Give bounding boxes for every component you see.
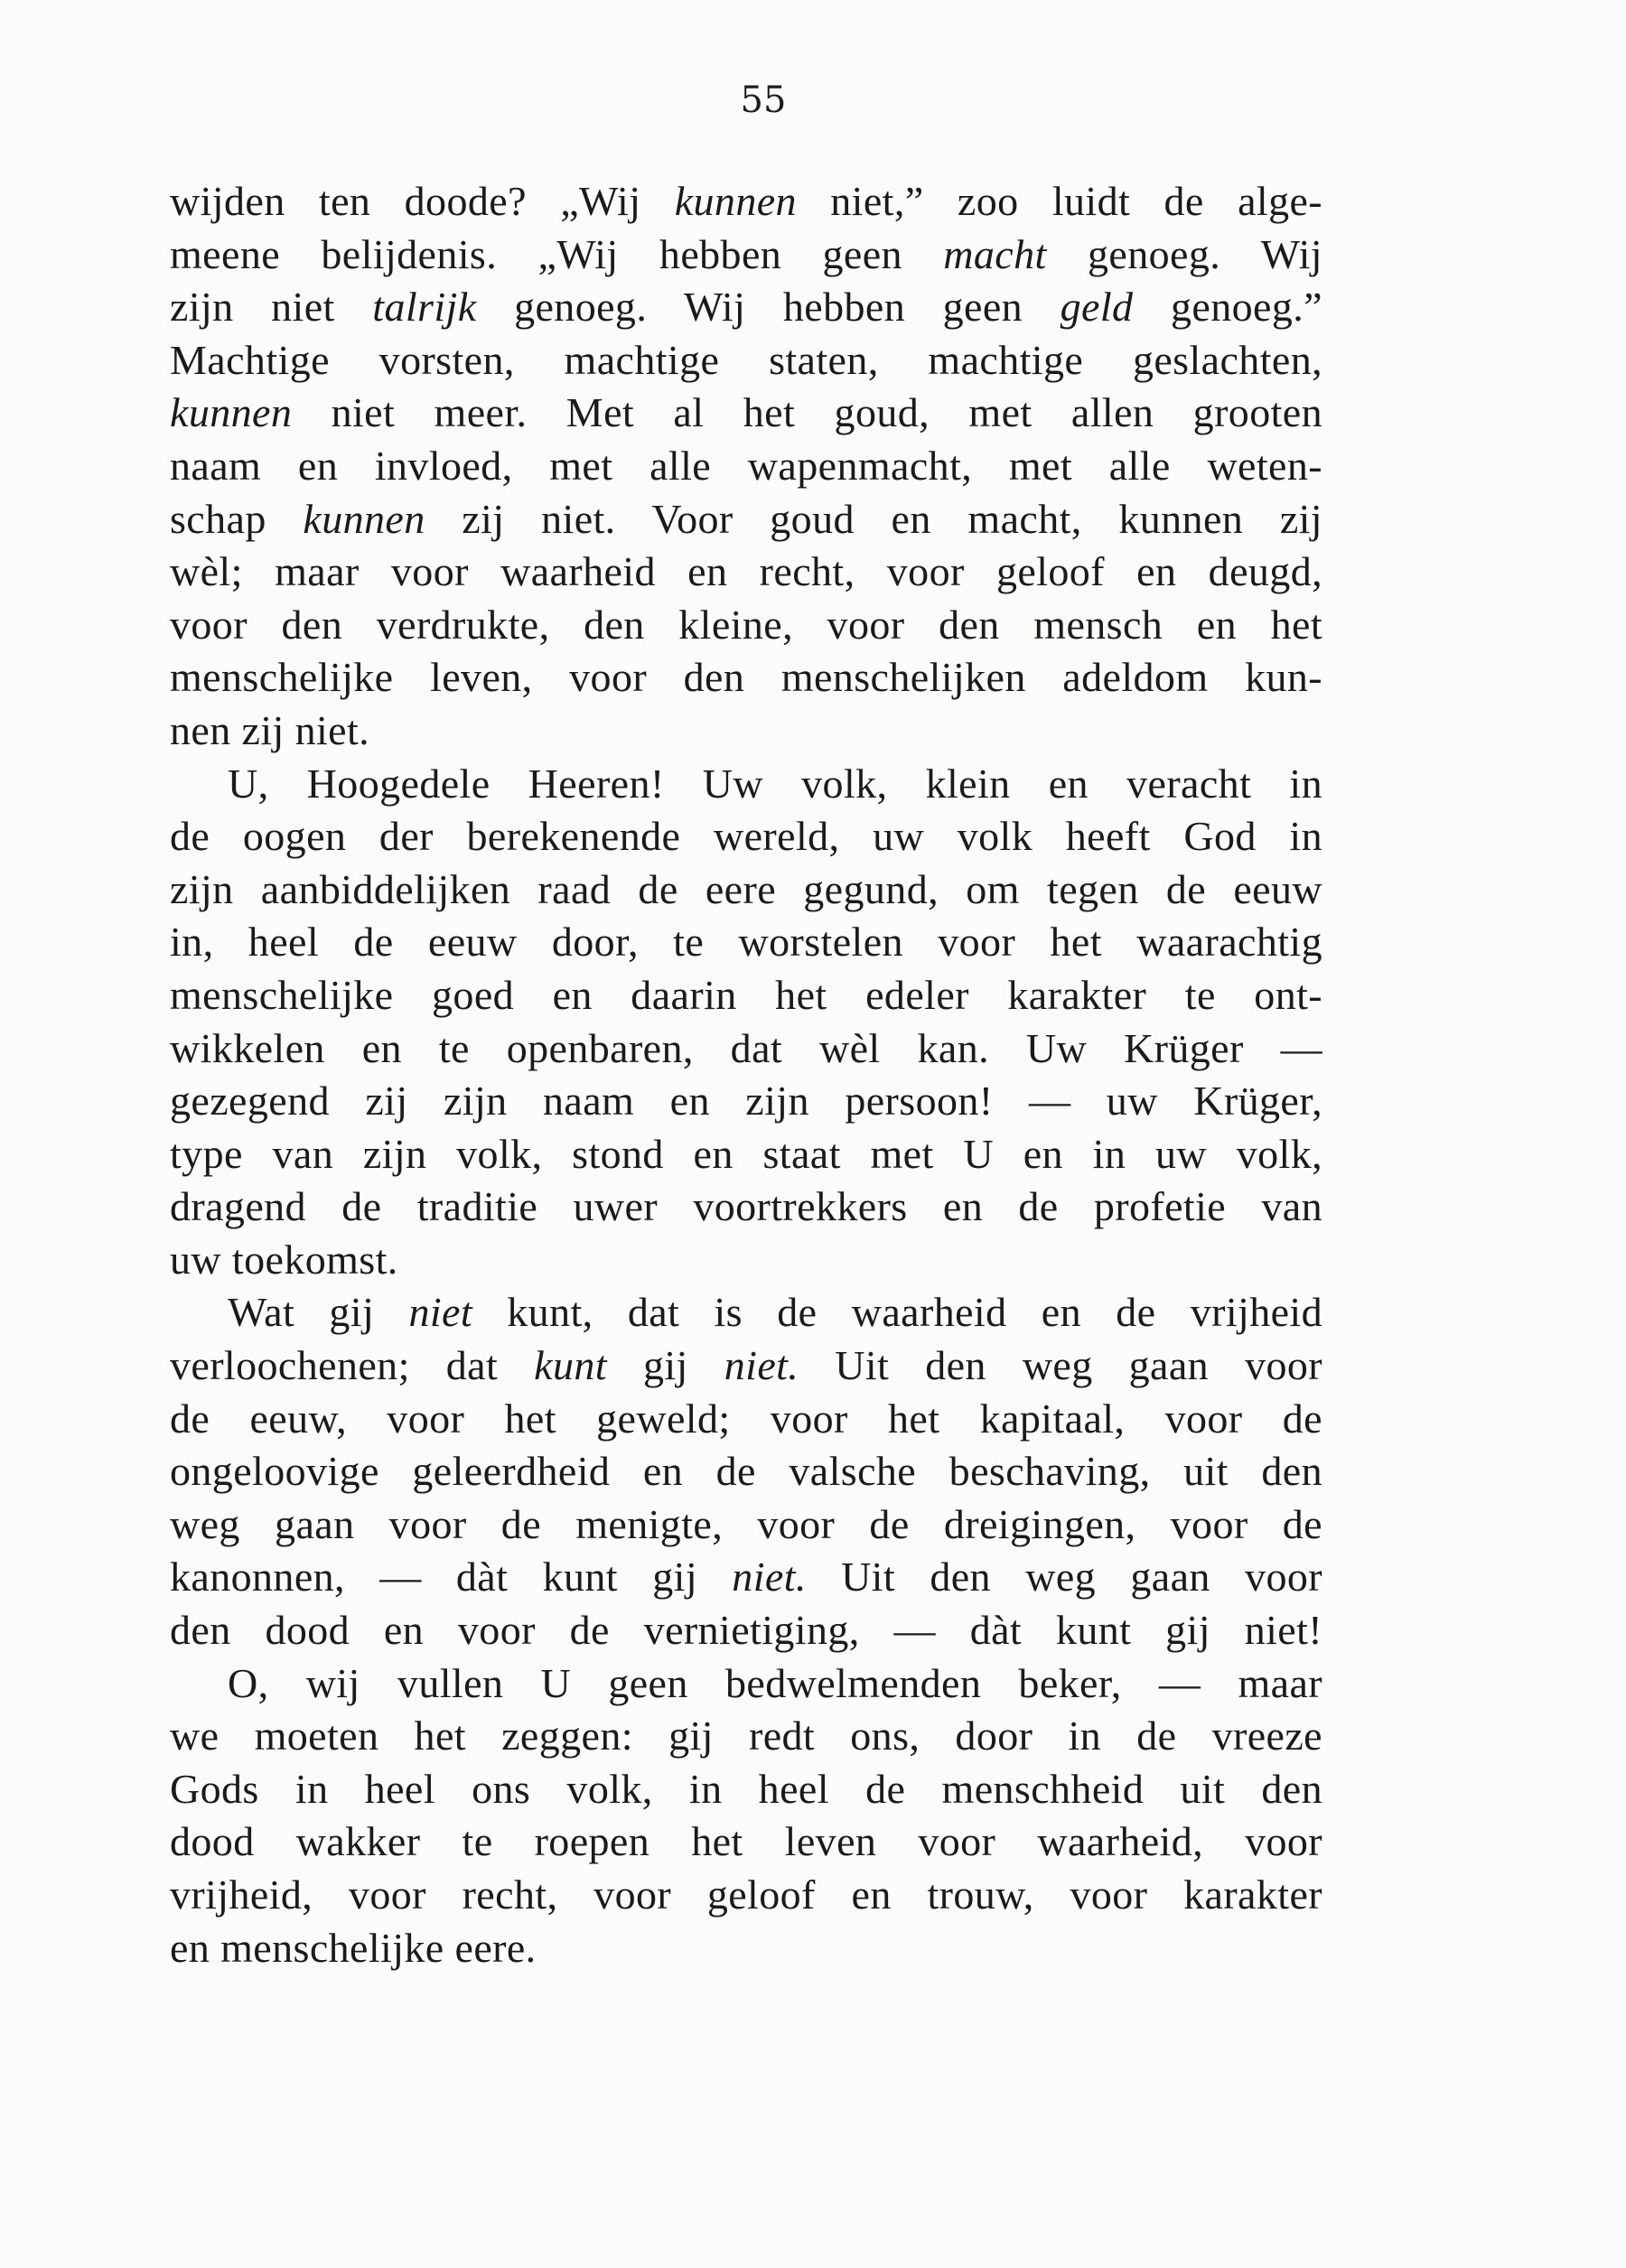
text-line: gezegend zij zijn naam en zijn persoon! — uw Krüger, (170, 1078, 1322, 1125)
text-line: schap kunnen zij niet. Voor goud en macht, kunnen zij (170, 495, 1322, 542)
text-line: type van zijn volk, stond en staat met U en in uw volk, (170, 1130, 1322, 1177)
page-number: 55 (740, 79, 787, 121)
text-line: U, Hoogedele Heeren! Uw volk, klein en veracht in (228, 760, 1322, 807)
text-line: in, heel de eeuw door, te worstelen voor het waarachtig (170, 919, 1322, 966)
text-line: vrijheid, voor recht, voor geloof en trouw, voor karakter (170, 1871, 1322, 1918)
text-line: ongeloovige geleerdheid en de valsche beschaving, uit den (170, 1448, 1322, 1495)
text-line: verloochenen; dat kunt gij niet. Uit den weg gaan voor (170, 1342, 1322, 1389)
body-text (170, 175, 1322, 1974)
text-line: den dood en voor de vernietiging, — dàt kunt gij niet! (170, 1607, 1322, 1654)
text-line: dragend de traditie uwer voortrekkers en de profetie van (170, 1183, 1322, 1230)
text-line: Wat gij niet kunt, dat is de waarheid en de vrijheid (228, 1289, 1322, 1336)
text-line: menschelijke goed en daarin het edeler karakter te ont- (170, 971, 1322, 1018)
text-line: naam en invloed, met alle wapenmacht, met alle weten- (170, 442, 1322, 489)
text-line: de oogen der berekenende wereld, uw volk heeft God in (170, 813, 1322, 860)
text-line: wikkelen en te openbaren, dat wèl kan. Uw Krüger — (170, 1024, 1322, 1071)
text-line: zijn aanbiddelijken raad de eere gegund, om tegen de eeuw (170, 865, 1322, 912)
text-line: de eeuw, voor het geweld; voor het kapitaal, voor de (170, 1395, 1322, 1442)
text-line: Gods in heel ons volk, in heel de menschheid uit den (170, 1765, 1322, 1812)
text-line: O, wij vullen U geen bedwelmenden beker, — maar (228, 1659, 1322, 1706)
text-line: kunnen niet meer. Met al het goud, met allen grooten (170, 389, 1322, 436)
text-line: voor den verdrukte, den kleine, voor den mensch en het (170, 601, 1322, 648)
text-line: wèl; maar voor waarheid en recht, voor geloof en deugd, (170, 548, 1322, 595)
text-line: we moeten het zeggen: gij redt ons, door in de vreeze (170, 1713, 1322, 1759)
text-line: kanonnen, — dàt kunt gij niet. Uit den weg gaan voor (170, 1554, 1322, 1601)
text-line: menschelijke leven, voor den menschelijken adeldom kun- (170, 654, 1322, 701)
text-line: Machtige vorsten, machtige staten, machtige geslachten, (170, 336, 1322, 383)
text-line: meene belijdenis. „Wij hebben geen macht genoeg. Wij (170, 230, 1322, 277)
text-line: wijden ten doode? „Wij kunnen niet,” zoo luidt de alge- (170, 178, 1323, 224)
text-line: en menschelijke eere. (170, 1924, 537, 1971)
text-line: uw toekomst. (170, 1236, 398, 1283)
text-line: zijn niet talrijk genoeg. Wij hebben geen geld genoeg.” (170, 284, 1322, 331)
text-line: nen zij niet. (170, 706, 370, 753)
text-line: weg gaan voor de menigte, voor de dreigingen, voor de (170, 1500, 1322, 1547)
text-line: dood wakker te roepen het leven voor waarheid, voor (170, 1818, 1322, 1865)
